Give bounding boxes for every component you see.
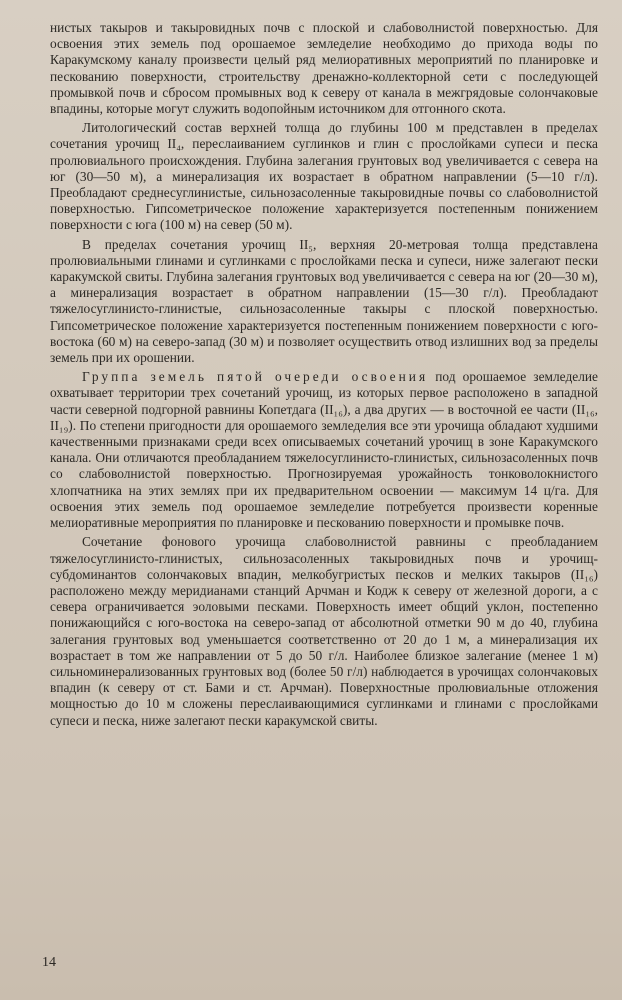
paragraph: Литологический состав верхней толща до глубины 100 м представлен в пределах сочетания урочищ II₄, переслаиванием суглинков и глин с прослойками супеси и песка пролювиального происхождения. Глубина залегания грунтовых вод увеличивается с севера на юг (30—50 м), а минерализация их возрастает в обратном направлении (5—10 г/л). Преобладают среднесуглинистые, сильнозасоленные такыровидные почвы со слабоволнистой поверхностью. Гипсометрическое положение характеризуется постепенным понижением поверхности с юга (100 м) на север (50 м). <box>50 120 598 233</box>
paragraph: В пределах сочетания урочищ II₅, верхняя 20-метровая толща представлена пролювиальными глинами и суглинками с прослойками песка и супеси, ниже залегают пески каракумской свиты. Глубина залегания грунтовых вод увеличивается с севера на юг (20—30 м), а минерализация возрастает в обратном направлении (15—30 г/л). Преобладают тяжелосуглинисто-глинистые, сильнозасоленные такыры с плоской поверхностью. Гипсометрическое положение характеризуется постепенным понижением поверхности с юго-востока (60 м) на северо-запад (30 м) и позволяет осуществить отвод излишних вод за пределы земель при их орошении. <box>50 236 598 366</box>
page-number: 14 <box>42 955 56 970</box>
spaced-heading-phrase: Группа земель пятой очереди освоения <box>82 369 429 385</box>
paragraph-text: под орошаемое земледелие охватывает территории трех сочетаний урочищ, из которых первое расположено в западной части северной подгорной равнины Копетдага (II₁₆), а два других — в восточной ее части (II₁₆, II₁₉). По степени пригодности для орошаемого земледелия все эти урочища обладают худшими качественными признаками среди всех описываемых сочетаний урочищ в зоне Каракумского канала. Они отличаются преобладанием тяжелосуглинисто-глинистых, сильнозасоленных почв со слабоволнистой поверхностью. Прогнозируемая урожайность тонковолокнистого хлопчатника на этих землях при их предварительном освоении — максимум 14 ц/га. Для освоения этих земель под орошаемое земледелие потребуется произвести коренные мелиоративные мероприятия по планировке и пескованию поверхности и промывке почв. <box>50 369 598 531</box>
paragraph: Сочетание фонового урочища слабоволнистой равнины с преобладанием тяжелосуглинисто-глинистых, сильнозасоленных такыровидных почв и урочищ-субдоминантов солончаковых впадин, мелкобугристых песков и мелких такыров (II₁₆) расположено между меридианами станций Арчман и Кодж к северу от железной дороги, а с севера ограничивается эоловыми песками. Поверхность имеет общий уклон, постепенно понижающийся с юго-востока на северо-запад от абсолютной отметки 90 м до 40, глубина залегания грунтовых вод уменьшается соответственно от 20 до 1 м, а минерализация их возрастает в том же направлении от 5 до 50 г/л. Наиболее близкое залегание (менее 1 м) сильноминерализованных грунтовых вод (более 50 г/л) наблюдается в урочищах солончаковых впадин (к северу от ст. Бами и ст. Арчман). Поверхностные пролювиальные отложения мощностью до 10 м сложены переслаивающимися суглинками и глинами с прослойками супеси и песка, ниже залегают пески каракумской свиты. <box>50 534 598 728</box>
paragraph-continued: нистых такыров и такыровидных почв с плоской и слабоволнистой поверхностью. Для освоения этих земель под орошаемое земледелие необходимо до прихода воды по Каракумскому каналу произвести целый ряд мелиоративных мероприятий по планировке и пескованию поверхности, строительству дренажно-коллекторной сети с последующей промывкой почв и сбросом промывных вод к северу от канала в межгрядовые солончаковые впадины, которые могут служить водопойным источником для отгонного скота. <box>50 20 598 117</box>
body-text <box>50 20 598 732</box>
paragraph <box>50 369 598 531</box>
